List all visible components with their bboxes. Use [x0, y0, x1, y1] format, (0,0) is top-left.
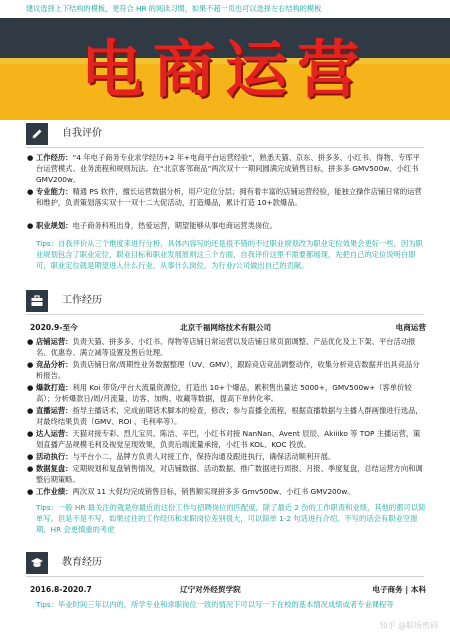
section-title: 工作经历: [62, 295, 102, 306]
edu-major: 电子商务 | 本科: [372, 585, 426, 594]
briefcase-icon: [26, 290, 48, 312]
section-self-evaluation: [26, 123, 424, 145]
section-title: 自我评价: [62, 128, 102, 139]
list-item: ● 店铺运营：负责天猫、拼多多、小红书、得物等店铺日常运营以及店铺日常页面调整、产品优化及上下架、平台活动报名、优惠券、满立减等设置及售后处理。: [27, 337, 416, 358]
top-note: 建议选择上下结构的模板，更符合 HR 的阅读习惯，如果不超一页也可以选择左右结构的模板: [0, 0, 450, 18]
section-title: 教育经历: [62, 557, 102, 568]
list-item: ● 专业能力：精通 PS 软件，擅长运营数据分析，用户定位分层；拥有着丰富的店铺运营经验，能独立操作店铺日常的运营和维护，负责策划落实双十一双十二大促活动，打造爆品，累计打造 10+款爆品。: [27, 187, 422, 208]
list-item: ● 达人运营：天猫对接专彩、烈儿宝贝、陈洁、辛巴，小红书对接 NanNan、Avent 辰辰、Akiiiko 等 TOP 主播运营，策划直播产品规模毛利及视觉呈现效果，负责后端流量承接，小红书 KOL、KOC 投放。: [27, 429, 421, 450]
list-item: ● 直播运营：指导主播话术，完成前期话术脚本的检查，修改；参与直播全流程，根据直播数据与主播人群画像进行选品，对最终结果负责（GMV、ROI 、毛利率等）。: [27, 406, 423, 427]
edu-tips: Tips：毕业时间三年以内的，所学专业和求职岗位一致的情况下可以写一下在校的基本情况成绩或者专业课程等: [36, 600, 394, 609]
graduation-cap-icon: [26, 552, 48, 574]
list-item: ● 工作业绩：两次双 11 大促均完成销售目标，销售额实现拼多多 Gmv500w、小红书 GMV200w。: [27, 487, 355, 496]
list-item: ● 竞品分析：负责店铺日常/周期性业务数据整理（UV、GMV），跟踪竞店竞品调整动作，收集分析竞店数据并出具竞品分析报告。: [27, 360, 420, 381]
work-tips: Tips：一般 HR 最关注的就是你最近的这份工作与招聘岗位的匹配度，除了最近 2 份的工作职责和业绩，其他的都可以简单写。但是不是不写，如果过往的工作经历和求职岗位差别很大，可以简单 1-2 句话进行介绍，不写的话会有职业空窗期，HR 会更慎重的考虑: [36, 503, 426, 535]
pen-icon: [26, 123, 48, 145]
section-divider: [26, 147, 424, 148]
list-item: ● 活动执行：与平台小二、品牌方负责人对接工作，保持沟通及跟进执行，确保活动顺利开展。: [27, 452, 336, 461]
edu-school: 辽宁对外经贸学院: [180, 585, 241, 594]
section-education: [26, 552, 424, 574]
list-item: ● 职业规划：电子商务科班出身，热爱运营，期望能够从事电商运营类岗位。: [27, 221, 277, 230]
edu-period: 2016.8-2020.7: [30, 585, 92, 594]
list-item: ● 工作经历：“4 年电子商务专业求学经历+2 年+电商平台运营经验”，熟悉天猫、京东、拼多多、小红书、得物、专库平台运营模式、业务流程和规则玩法。在“北京客邻商品”两次双十一期间圆满完成销售目标，拼多多 GMV500w、小红书 GMV200w。: [27, 153, 420, 185]
section-divider: [26, 576, 424, 577]
banner-title: 电商运营: [80, 33, 369, 106]
header-banner: [0, 18, 450, 120]
list-item: ● 爆款打造：利用 Koi 带货/平台大流量资源位，打造出 10+个爆品，累积售出量达 5000+，GMV500w+（客单价较高）；分析爆款日/周/月流量、访客、加购、收藏等数据，提高下单转化率。: [27, 383, 412, 404]
work-company: 北京千福网络技术有限公司: [180, 323, 272, 332]
work-period: 2020.9-至今: [30, 323, 78, 332]
watermark: 知乎 @职场密码: [379, 621, 438, 630]
list-item: ● 数据复盘：定期规划和复盘销售情况，对店铺数据、活动数据、推广数据进行周报、月报、季度复盘，总结运营方向和调整后期策略。: [27, 464, 423, 485]
self-tips: Tips：自我评价从三个维度来进行分析，具体内容写的还是很不错的不过职业规划改为职业定位效果会更好一些，因为职业规划包含了职业定位，职业目标和职业发展原则这三个方面，自我评价这里不需要都展现，先把自己的定位说明白即可，职业定位就是期望进入什么行业，从事什么岗位，为行业/公司做出自己的贡献。: [36, 239, 423, 271]
section-divider: [26, 314, 424, 315]
work-role: 电商运营: [395, 323, 426, 332]
section-work-experience: [26, 290, 424, 312]
